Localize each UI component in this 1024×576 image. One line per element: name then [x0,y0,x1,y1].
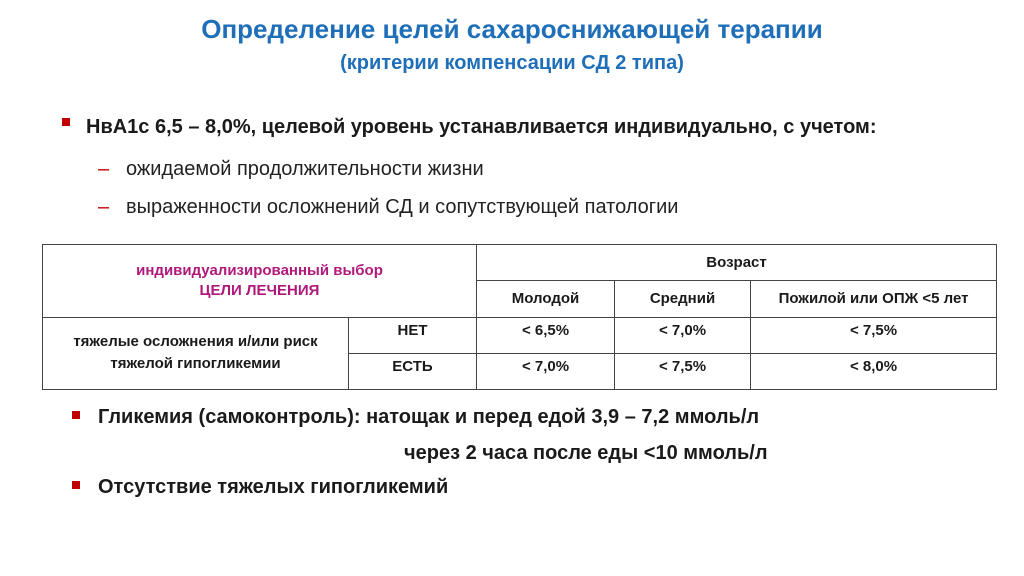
glycemia-after-meal: через 2 часа после еды <10 ммоль/л [404,442,768,464]
table-header-row [43,245,997,281]
table-corner-header: индивидуализированный выбор ЦЕЛИ ЛЕЧЕНИЯ [43,245,477,318]
row-label-no: НЕТ [349,317,477,353]
dash-bullet-icon: – [98,158,110,180]
bullet-hba1c-text: НвА1с 6,5 – 8,0%, целевой уровень устанавливается индивидуально, с учетом: [86,116,877,138]
row-label-yes: ЕСТЬ [349,353,477,389]
bullet-glycemia [72,406,759,429]
row-group-label: тяжелые осложнения и/или риск тяжелой гипогликемии [43,317,349,390]
table-cell: < 7,5% [615,353,751,389]
sub-item-text: выраженности осложнений СД и сопутствующей патологии [126,196,679,218]
bullet-no-hypoglycemia [72,476,448,499]
sub-item-life-expectancy [98,158,484,181]
sub-item-complications [98,196,678,219]
table-cell: < 7,5% [751,317,997,353]
slide-title: Определение целей сахароснижающей терапии [201,14,823,44]
square-bullet-icon [62,118,70,126]
table-cell: < 7,0% [477,353,615,389]
table-cell: < 6,5% [477,317,615,353]
table-cell: < 7,0% [615,317,751,353]
bullet-glycemia-text: Гликемия (самоконтроль): натощак и перед едой 3,9 – 7,2 ммоль/л [98,406,760,428]
column-header-middle: Средний [615,281,751,317]
column-header-elderly: Пожилой или ОПЖ <5 лет [751,281,997,317]
bullet-hba1c [62,116,876,139]
age-header: Возраст [477,245,997,281]
slide-subtitle: (критерии компенсации СД 2 типа) [340,52,684,74]
dash-bullet-icon: – [98,196,110,218]
table-cell: < 8,0% [751,353,997,389]
column-header-young: Молодой [477,281,615,317]
bullet-no-hypoglycemia-text: Отсутствие тяжелых гипогликемий [98,476,449,498]
sub-item-text: ожидаемой продолжительности жизни [126,158,484,180]
table-row [43,317,997,353]
criteria-table [42,244,997,390]
square-bullet-icon [72,411,80,419]
square-bullet-icon [72,481,80,489]
